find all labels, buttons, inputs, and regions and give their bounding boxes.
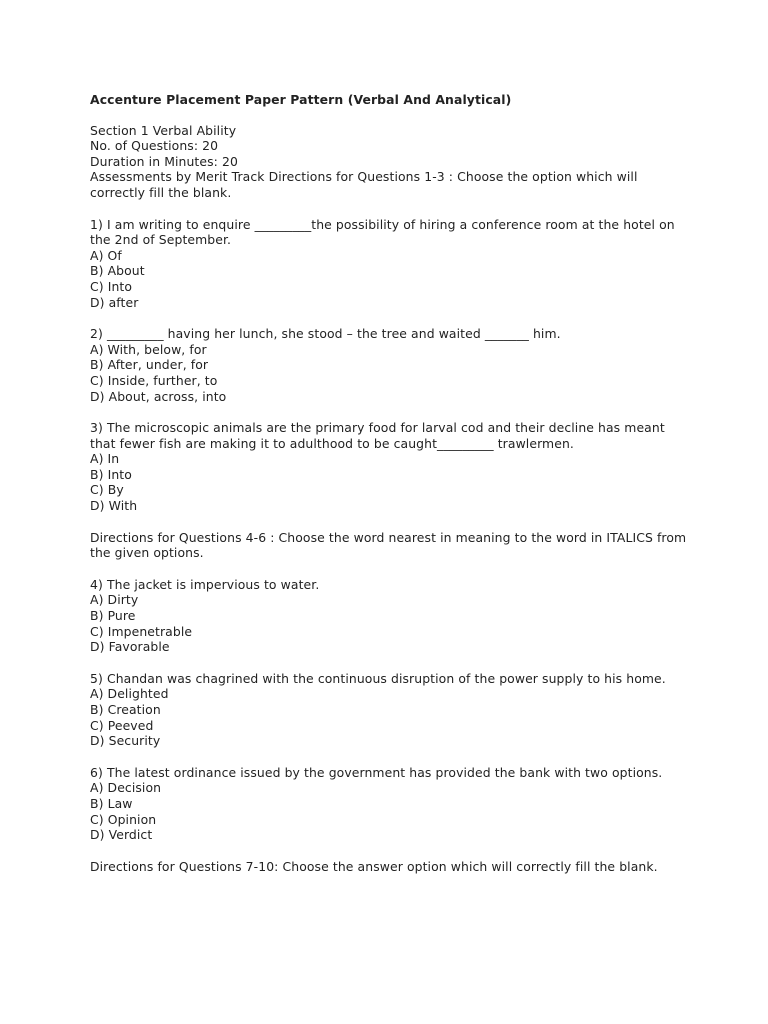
section-name: Section 1 Verbal Ability [90, 122, 237, 138]
option-c: C) Opinion [90, 811, 157, 827]
option-d: D) Favorable [90, 639, 170, 655]
question-text: 4) The jacket is impervious to water. [90, 576, 320, 592]
option-c: C) By [90, 482, 124, 498]
directions-4-6: Directions for Questions 4-6 : Choose the word nearest in meaning to the word in ITALICS from the given options. [90, 529, 687, 561]
option-b: B) After, under, for [90, 357, 209, 373]
document-page [90, 92, 690, 874]
question-1 [90, 217, 690, 311]
section-info [90, 123, 690, 201]
option-d: D) About, across, into [90, 388, 227, 404]
question-count: No. of Questions: 20 [90, 138, 219, 154]
option-d: D) Security [90, 733, 161, 749]
question-2 [90, 326, 690, 404]
duration: Duration in Minutes: 20 [90, 153, 238, 169]
section-directions: Assessments by Merit Track Directions for Questions 1-3 : Choose the option which will correctly fill the blank. [90, 169, 638, 200]
option-c: C) Impenetrable [90, 623, 193, 639]
question-text: 6) The latest ordinance issued by the government has provided the bank with two options. [90, 764, 663, 780]
document-title: Accenture Placement Paper Pattern (Verbal And Analytical) [90, 92, 512, 107]
option-c: C) Inside, further, to [90, 372, 218, 388]
question-5 [90, 671, 690, 749]
question-4 [90, 577, 690, 655]
option-c: C) Peeved [90, 717, 154, 733]
question-text: 1) I am writing to enquire _________the possibility of hiring a conference room at the hotel on the 2nd of September. [90, 216, 675, 248]
option-b: B) Creation [90, 702, 161, 717]
option-b: B) Law [90, 795, 133, 811]
question-text: 2) _________ having her lunch, she stood – the tree and waited _______ him. [90, 326, 561, 342]
question-6 [90, 765, 690, 843]
option-b: B) Pure [90, 608, 136, 624]
option-a: A) Of [90, 247, 122, 263]
question-3 [90, 420, 690, 514]
question-text: 3) The microscopic animals are the primary food for larval cod and their decline has meant that fewer fish are making it to adulthood to be caught_________ trawlermen. [90, 420, 665, 451]
option-b: B) About [90, 263, 145, 279]
option-a: A) Dirty [90, 592, 139, 608]
option-d: D) With [90, 498, 138, 514]
option-c: C) Into [90, 278, 133, 294]
question-text: 5) Chandan was chagrined with the continuous disruption of the power supply to his home. [90, 670, 666, 686]
option-d: D) Verdict [90, 827, 153, 843]
option-a: A) Decision [90, 780, 162, 796]
option-a: A) Delighted [90, 686, 169, 702]
option-b: B) Into [90, 466, 132, 482]
directions-7-10: Directions for Questions 7-10: Choose the answer option which will correctly fill the blank. [90, 858, 658, 874]
option-a: A) In [90, 451, 120, 467]
option-a: A) With, below, for [90, 341, 207, 357]
option-d: D) after [90, 294, 139, 310]
